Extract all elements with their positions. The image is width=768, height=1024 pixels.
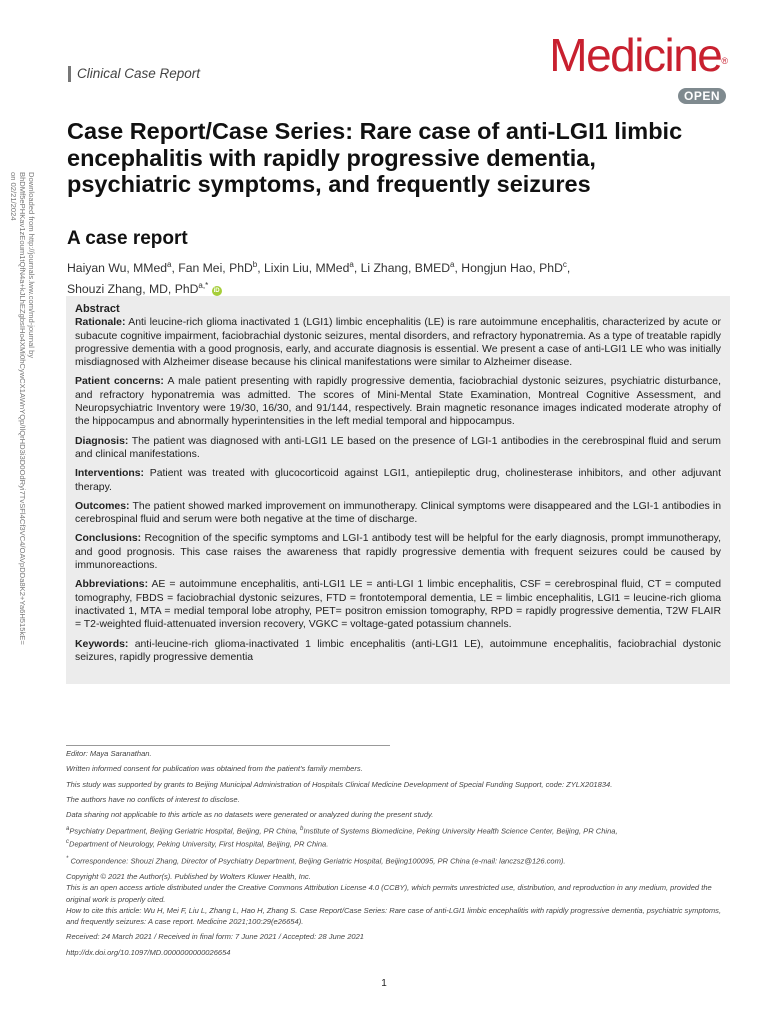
abstract-conclusions xyxy=(75,532,721,572)
footnote-consent: Written informed consent for publication was obtained from the patient's family members. xyxy=(66,764,363,774)
journal-logo-text: Medicine xyxy=(549,29,722,81)
abstract-text: The patient was diagnosed with anti-LGI1 LE based on the presence of LGI-1 antibodies in the cerebrospinal fluid and serum and clinical manifestations. xyxy=(75,435,721,460)
registered-mark: ® xyxy=(721,56,728,66)
abstract-diagnosis xyxy=(75,435,721,462)
abstract-label: Keywords: xyxy=(75,638,129,650)
author-affiliation: a xyxy=(167,260,172,269)
author-name: Hongjun Hao, PhD xyxy=(461,261,563,276)
abstract-text: Recognition of the specific symptoms and LGI-1 antibody test will be helpful for the early diagnosis, prompt immunotherapy, and good prognosis. This case raises the awareness that rapidly progressive dementia with frequent seizures could be caused by immunoreactions. xyxy=(75,533,722,572)
affiliation-mark: c xyxy=(66,839,69,846)
footnote-conflicts: The authors have no conflicts of interest to disclose. xyxy=(66,794,240,804)
author-separator: , xyxy=(566,261,571,276)
download-stamp xyxy=(9,172,36,645)
affiliation-text: Institute of Systems Biomedicine, Peking University Health Science Center, Beijing, PR China, xyxy=(303,827,618,836)
abstract-label: Conclusions: xyxy=(75,533,142,545)
abstract-label: Diagnosis: xyxy=(75,435,129,447)
author-name: Fan Mei, PhD xyxy=(178,261,253,276)
page-number: 1 xyxy=(381,978,387,989)
footnote-data-sharing: Data sharing not applicable to this article as no datasets were generated or analyzed during the present study. xyxy=(66,810,434,820)
abstract-text: Patient was treated with glucocorticoid against LGI1, antiepileptic drug, cholinesterase inhibitors, and other adjuvant therapy. xyxy=(75,468,721,493)
abstract-interventions xyxy=(75,467,721,494)
footnote-editor: Editor: Maya Saranathan. xyxy=(66,749,152,758)
author-separator: , xyxy=(257,261,265,276)
abstract-text: AE = autoimmune encephalitis, anti-LGI1 LE = anti-LGI 1 limbic encephalitis, CSF = cerebrospinal fluid, CT = computed tomography, FBDS = faciobrachial dystonic seizures, FTD = frontotemporal dementia, LE = limbic encephalitis, LGI1 = leucine-rich glioma inactivated 1, MTA = medial temporal lobe atrophy, PET= positron emission tomography, RPD = rapidly progressive dementia, T2W FLAIR = T2-weighted fluid-attenuated inversion recovery, VGKC = voltage-gated potassium channels. xyxy=(75,579,721,631)
abstract xyxy=(66,296,730,684)
author-name: Li Zhang, BMED xyxy=(360,261,451,276)
author-separator: , xyxy=(454,261,462,276)
affiliation-text: Department of Neurology, Peking University, First Hospital, Beijing, PR China. xyxy=(69,839,329,849)
abstract-outcomes xyxy=(75,500,721,527)
author-separator: , xyxy=(353,261,361,276)
orcid-icon[interactable]: iD xyxy=(213,288,220,295)
correspondence-mark: * xyxy=(66,856,69,863)
author-list xyxy=(67,256,727,298)
section-label: Clinical Case Report xyxy=(68,66,200,82)
open-access-badge: OPEN xyxy=(678,88,726,104)
affiliation-mark: b xyxy=(300,826,304,833)
author-name: Lixin Liu, MMed xyxy=(264,261,350,276)
abstract-keywords xyxy=(75,638,721,665)
abstract-label: Patient concerns: xyxy=(75,376,164,388)
author-affiliation: a xyxy=(450,260,455,269)
abstract-patient-concerns xyxy=(75,375,721,428)
journal-brand xyxy=(549,30,728,105)
abstract-label: Interventions: xyxy=(75,468,145,480)
abstract-text: Anti leucine-rich glioma inactivated 1 (LGI1) limbic encephalitis (LE) is rare autoimmune encephalitis, characterized by acute or subacute cognitive impairment, faciobrachial dystonic seizures, mental disorders, and refractory hyponatremia. As a type of treatable rapidly progressive dementia with a good prognosis, early, and accurate diagnosis is essential. We present a case of anti-LGI1 LE who was initially misdiagnosed with Alzheimer disease because his clinical manifestations were similar to Alzheimer disease. xyxy=(75,317,721,369)
abstract-heading: Abstract xyxy=(75,303,120,315)
article-subtitle: A case report xyxy=(67,228,188,249)
author-name: Shouzi Zhang, MD, PhD xyxy=(67,282,199,297)
correspondence-text: Correspondence: Shouzi Zhang, Director of Psychiatry Department, Beijing Geriatric Hospital, Beijing100095, PR China (e-mail: lanczsz@126.com). xyxy=(70,856,566,866)
footnotes xyxy=(66,748,730,962)
journal-logo xyxy=(549,30,728,80)
abstract-abbreviations xyxy=(75,578,721,631)
footnote-correspondence xyxy=(66,854,730,867)
abstract-label: Outcomes: xyxy=(75,500,130,512)
footnote-funding: This study was supported by grants to Beijing Municipal Administration of Hospitals Clinical Medicine Development of Special Funding Support, code: ZYLX201834. xyxy=(66,779,613,789)
affiliation-mark: a xyxy=(66,826,70,833)
author-affiliation: b xyxy=(252,260,258,269)
author-affiliation: a xyxy=(349,260,354,269)
abstract-rationale xyxy=(75,316,721,369)
footnote-doi[interactable]: http://dx.doi.org/10.1097/MD.0000000000026654 xyxy=(66,947,231,957)
article-title: Case Report/Case Series: Rare case of anti-LGI1 limbic encephalitis with rapidly progressive dementia, psychiatric symptoms, and frequently seizures xyxy=(67,118,683,197)
author-affiliation: a,* xyxy=(198,281,209,291)
footnote-affiliations xyxy=(66,824,730,850)
abstract-label: Abbreviations: xyxy=(75,579,149,591)
download-stamp-text: Downloaded from http://journals.lww.com/md-journal by BhDMf5ePHKav1zEoum1tQfN4a+kJLhEZgbsIHo4XMi0hCywCX1AWnYQp/IlQrHD3i3D0OdRyi7TvSFl4Cf3VC4/OAVpDDa8K2+Ya6H515kE= on 02/21/2024 xyxy=(9,172,36,645)
abstract-text: anti-leucine-rich glioma-inactivated 1 limbic encephalitis (anti-LGI1 LE), autoimmune encephalitis, faciobrachial dystonic seizures, rapidly progressive dementia xyxy=(75,638,722,663)
footnote-divider xyxy=(66,745,390,746)
affiliation-text: Psychiatry Department, Beijing Geriatric Hospital, Beijing, PR China, xyxy=(69,827,301,836)
footnote-dates: Received: 24 March 2021 / Received in final form: 7 June 2021 / Accepted: 28 June 2021 xyxy=(66,932,365,942)
author-name: Haiyan Wu, MMed xyxy=(67,261,168,276)
author-affiliation: c xyxy=(562,260,567,269)
abstract-text: The patient showed marked improvement on immunotherapy. Clinical symptoms were disappeared and the LGI-1 antibodies in cerebrospinal fluid and serum were both negative at the time of discharge. xyxy=(75,500,722,526)
abstract-text: A male patient presenting with rapidly progressive dementia, faciobrachial dystonic seizures, psychiatric disturbance, and refractory hyponatremia was admitted. The scores of Mini-Mental State Examination, Montreal Cognitive Assessment, and Neuropsychiatric Inventory were 19/30, 16/30, and 91/144, respectively. Brain magnetic resonance images indicated moderate atrophy of the hippocampus and abnormally hyperintensities in the left medial temporal and hippocampus. xyxy=(75,376,721,428)
footnote-copyright: Copyright © 2021 the Author(s). Published by Wolters Kluwer Health, Inc. xyxy=(66,871,311,881)
footnote-license: This is an open access article distributed under the Creative Commons Attribution License 4.0 (CCBY), which permits unrestricted use, distribution, and reproduction in any medium, provided the original work is properly cited. xyxy=(66,883,712,904)
author-separator: , xyxy=(171,261,179,276)
footnote-cite: How to cite this article: Wu H, Mei F, Liu L, Zhang L, Hao H, Zhang S. Case Report/Case Series: Rare case of anti-LGI1 limbic encephalitis with rapidly progressive dementia, psychiatric symptoms, and frequently seizures: A case report. Medicine 2021;100:29(e26654). xyxy=(66,905,722,927)
abstract-label: Rationale: xyxy=(75,317,126,329)
